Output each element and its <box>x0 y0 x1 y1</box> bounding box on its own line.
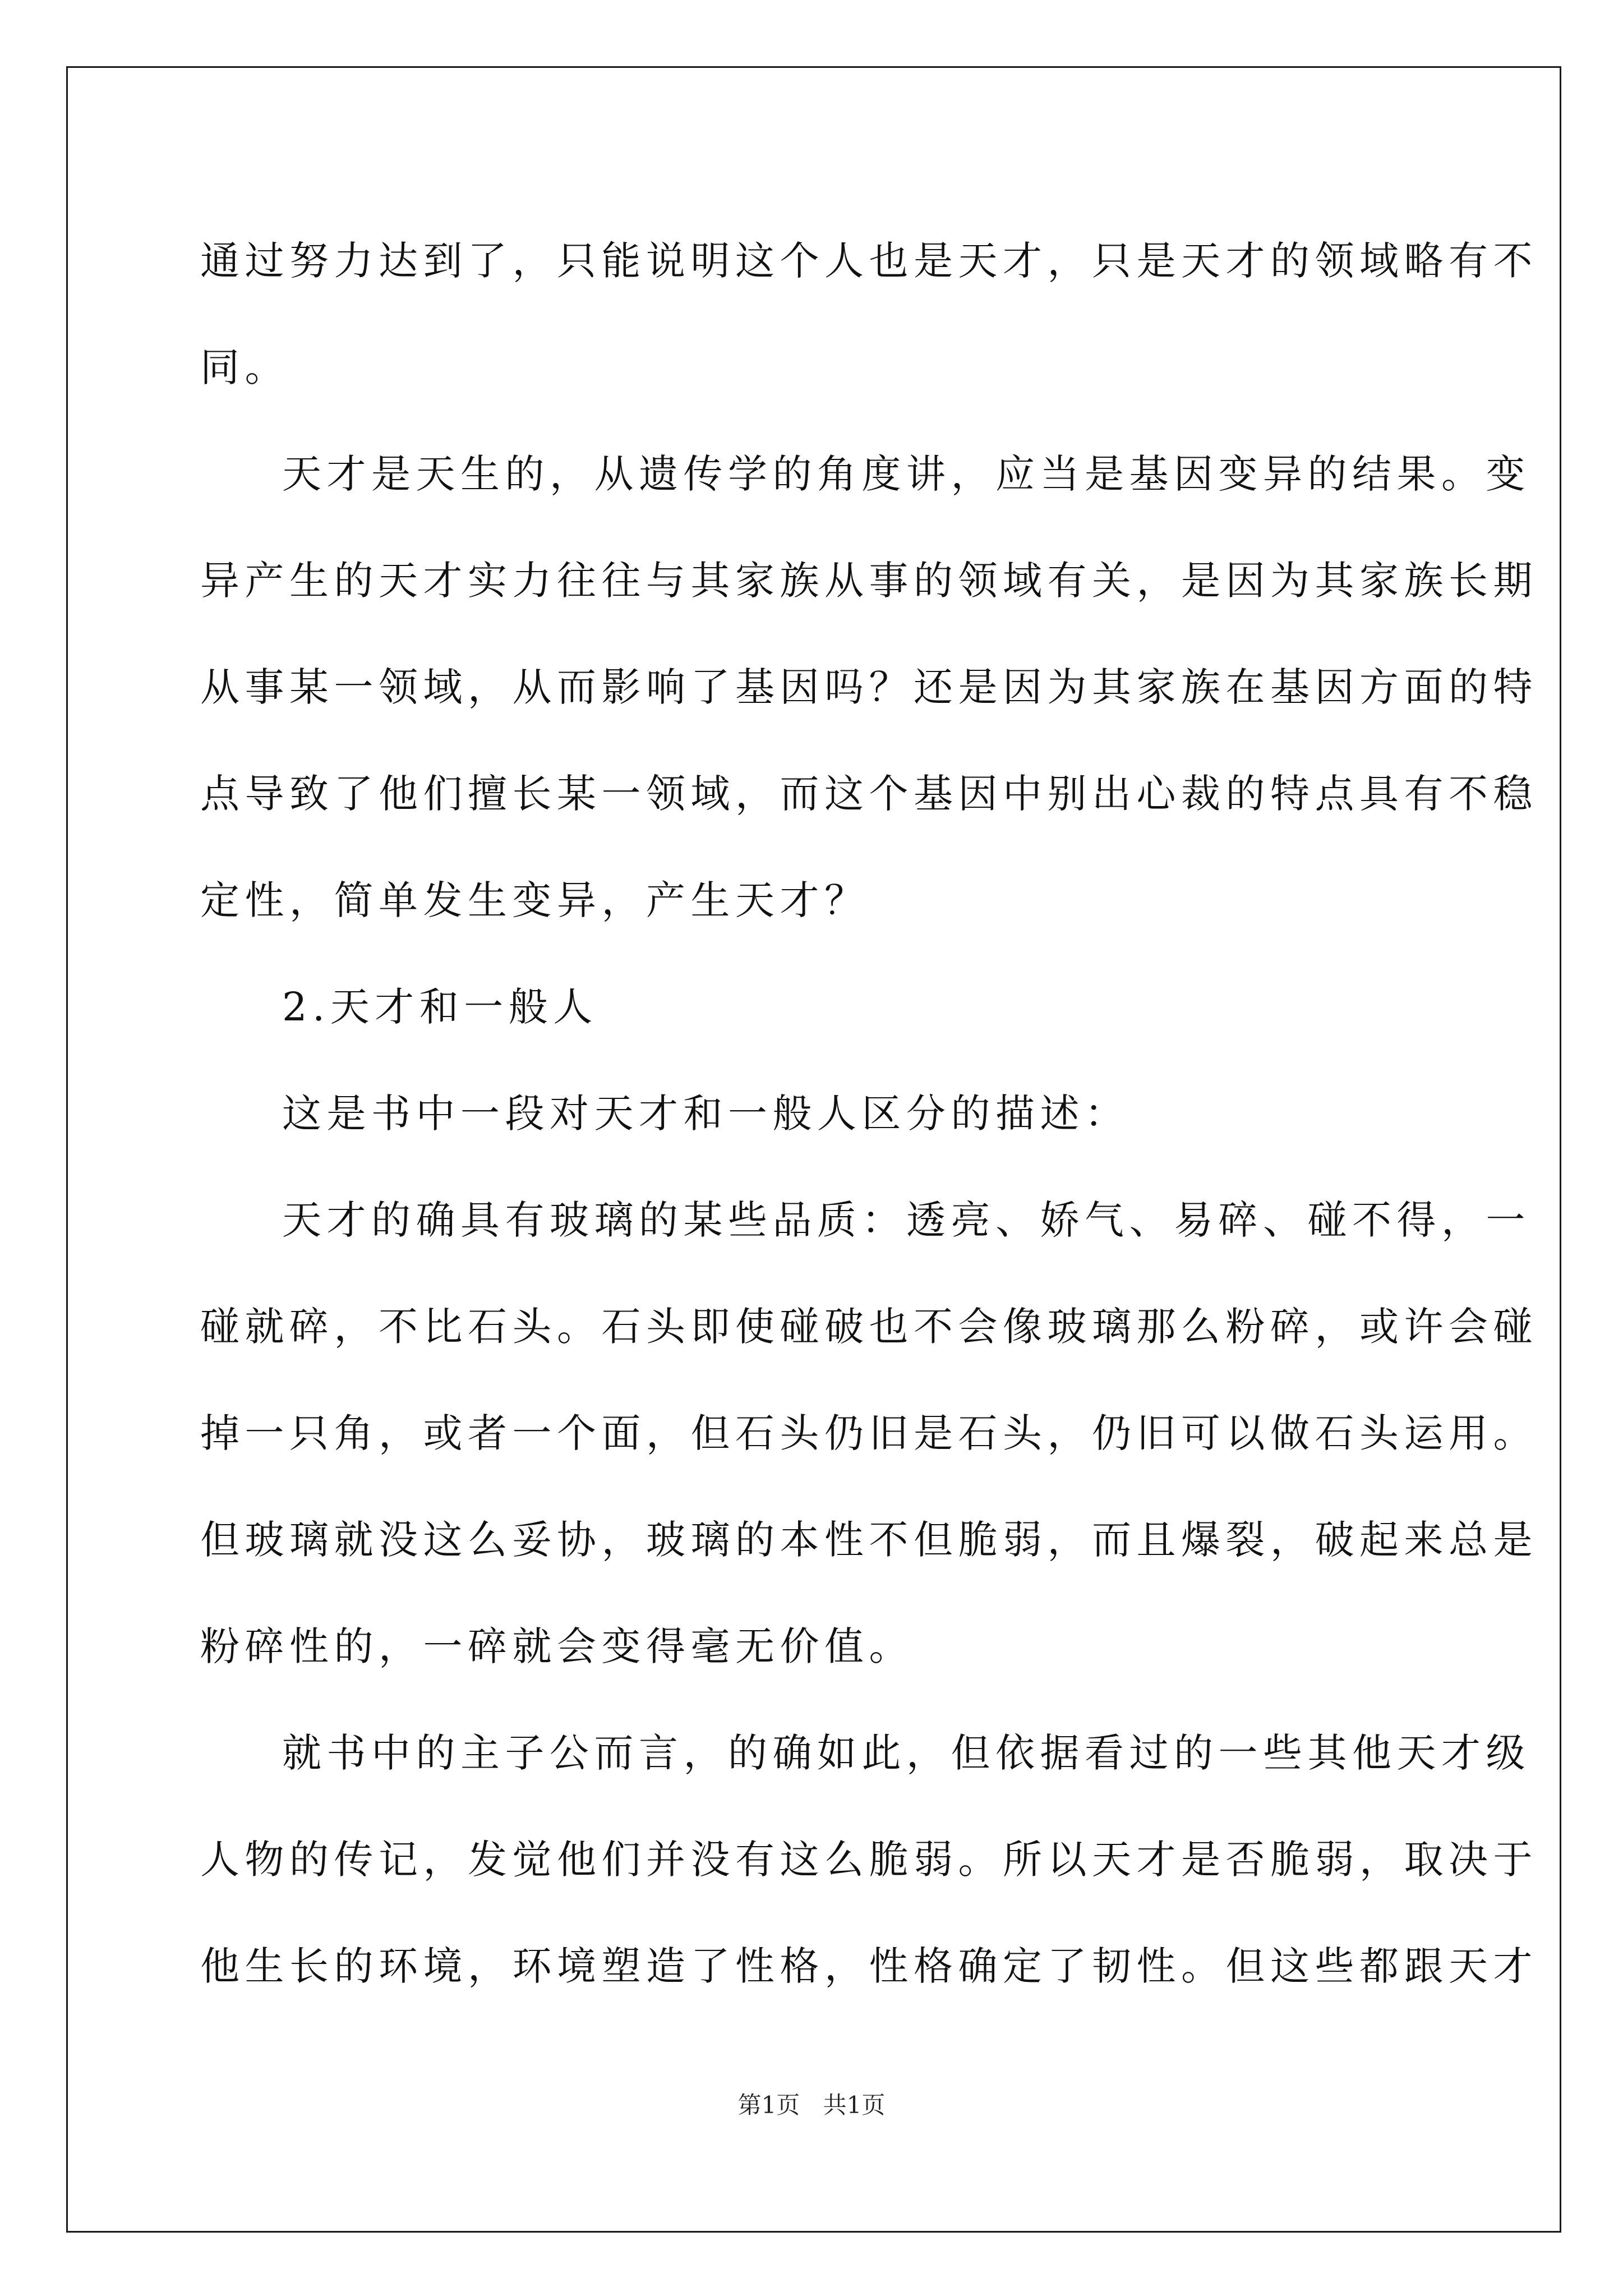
text-line-16: 人物的传记，发觉他们并没有这么脆弱。所以天才是否脆弱，取决于 <box>200 1837 1538 1883</box>
text-line-2: 同。 <box>200 344 289 390</box>
text-line-5: 从事某一领域，从而影响了基因吗？还是因为其家族在基因方面的特 <box>200 664 1538 710</box>
page-total: 共1页 <box>823 2091 886 2119</box>
text-line-11: 碰就碎，不比石头。石头即使碰破也不会像玻璃那么粉碎，或许会碰 <box>200 1304 1538 1350</box>
text-line-14: 粉碎性的，一碎就会变得毫无价值。 <box>200 1623 914 1669</box>
page-footer <box>0 2087 1623 2120</box>
text-line-3: 天才是天生的，从遗传学的角度讲，应当是基因变异的结果。变 <box>282 451 1530 497</box>
page-number: 第1页 <box>737 2091 800 2119</box>
text-line-9: 这是书中一段对天才和一般人区分的描述： <box>282 1091 1129 1137</box>
section-heading: 2.天才和一般人 <box>282 984 598 1030</box>
text-line-6: 点导致了他们擅长某一领域，而这个基因中别出心裁的特点具有不稳 <box>200 771 1538 817</box>
text-line-17: 他生长的环境，环境塑造了性格，性格确定了韧性。但这些都跟天才 <box>200 1943 1538 1989</box>
text-line-1: 通过努力达到了，只能说明这个人也是天才，只是天才的领域略有不 <box>200 238 1538 284</box>
document-body <box>200 208 1538 2019</box>
text-line-15: 就书中的主子公而言，的确如此，但依据看过的一些其他天才级 <box>282 1730 1530 1776</box>
text-line-10: 天才的确具有玻璃的某些品质：透亮、娇气、易碎、碰不得，一 <box>282 1197 1530 1243</box>
text-line-13: 但玻璃就没这么妥协，玻璃的本性不但脆弱，而且爆裂，破起来总是 <box>200 1517 1538 1563</box>
text-line-12: 掉一只角，或者一个面，但石头仍旧是石头，仍旧可以做石头运用。 <box>200 1410 1538 1456</box>
text-line-4: 异产生的天才实力往往与其家族从事的领域有关，是因为其家族长期 <box>200 558 1538 604</box>
text-line-7: 定性，简单发生变异，产生天才？ <box>200 877 869 923</box>
